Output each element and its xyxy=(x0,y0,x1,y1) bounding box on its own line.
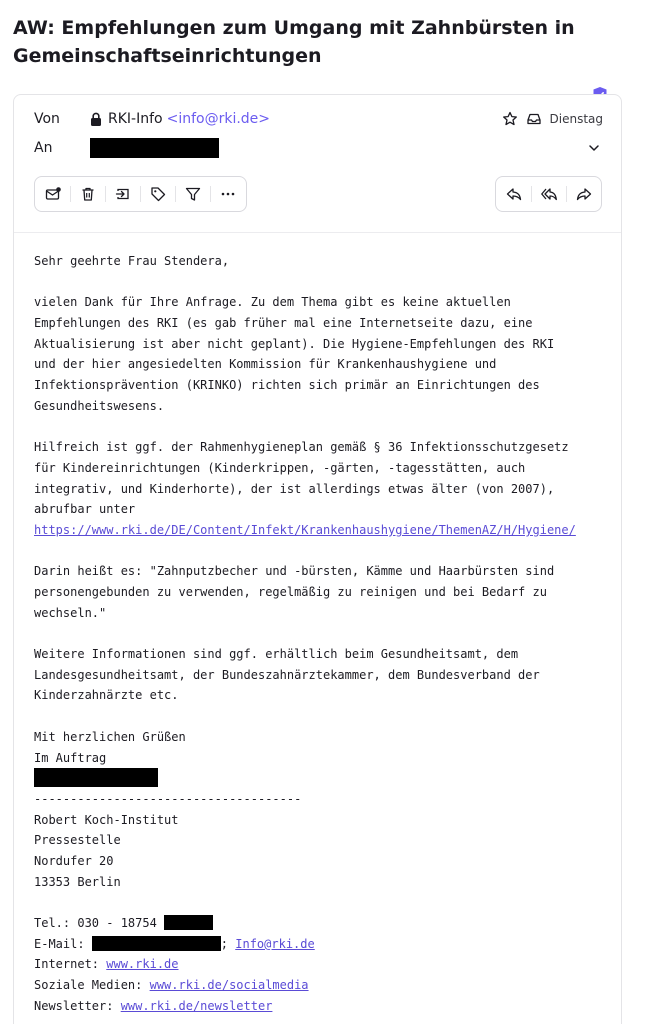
body-line: Aktualisierung ist aber nicht geplant). Die Hygiene-Empfehlungen des RKI xyxy=(34,336,555,351)
reply-toolbar xyxy=(495,176,602,212)
org-line: Nordufer 20 xyxy=(34,853,114,868)
reply-all-button[interactable] xyxy=(531,177,566,211)
message-toolbar xyxy=(34,176,247,212)
body-line: Infektionsprävention (KRINKO) richten sich primär an Einrichtungen des xyxy=(34,378,540,393)
newsletter-label: Newsletter: xyxy=(34,998,121,1013)
social-link[interactable]: www.rki.de/socialmedia xyxy=(149,978,309,993)
more-button[interactable] xyxy=(210,177,245,211)
star-icon[interactable] xyxy=(502,111,518,127)
to-row xyxy=(34,138,219,158)
body-line: vielen Dank für Ihre Anfrage. Zu dem Thema gibt es keine aktuellen xyxy=(34,295,511,310)
more-icon xyxy=(220,186,236,202)
delete-button[interactable] xyxy=(70,177,105,211)
message-date: Dienstag xyxy=(549,112,603,126)
message-body xyxy=(34,251,619,1016)
from-row xyxy=(34,111,270,127)
body-line: Empfehlungen des RKI (es gab früher mal eine Internetseite dazu, eine xyxy=(34,316,533,331)
internet-label: Internet: xyxy=(34,957,107,972)
closing: Mit herzlichen Grüßen xyxy=(34,729,186,744)
email-label: E-Mail: xyxy=(34,936,92,951)
from-label: Von xyxy=(34,111,60,127)
tel-label: Tel.: 030 - 18754 xyxy=(34,916,165,930)
phone-redacted xyxy=(164,915,213,930)
chevron-down-icon[interactable] xyxy=(587,141,601,155)
forward-button[interactable] xyxy=(566,177,601,211)
tag-button[interactable] xyxy=(140,177,175,211)
internet-link[interactable]: www.rki.de xyxy=(106,957,179,972)
email-sep: ; xyxy=(220,936,236,951)
move-icon xyxy=(115,186,131,202)
sender-name[interactable]: RKI-Info xyxy=(108,111,163,127)
body-line: Gesundheitswesens. xyxy=(34,398,165,413)
body-line: Landesgesundheitsamt, der Bundeszahnärztekammer, dem Bundesverband der xyxy=(34,667,540,682)
org-line: Pressestelle xyxy=(34,833,121,848)
lock-icon xyxy=(90,112,102,126)
tag-icon xyxy=(150,186,166,202)
to-label: An xyxy=(34,140,53,156)
social-label: Soziale Medien: xyxy=(34,978,150,993)
im-auftrag: Im Auftrag xyxy=(34,750,107,765)
org-line: Robert Koch-Institut xyxy=(34,812,179,827)
mark-unread-button[interactable] xyxy=(35,177,70,211)
header-actions xyxy=(502,111,604,127)
recipient-redacted xyxy=(90,138,219,158)
greeting: Sehr geehrte Frau Stendera, xyxy=(34,254,230,268)
sender-email[interactable]: <info@rki.de> xyxy=(166,111,271,127)
info-email-link[interactable]: Info@rki.de xyxy=(235,936,315,951)
trash-icon xyxy=(80,186,96,202)
message-card xyxy=(13,94,622,1024)
filter-icon xyxy=(185,186,201,202)
body-line: für Kindereinrichtungen (Kinderkrippen, -gärten, -tagesstätten, auch xyxy=(34,460,526,475)
body-line: Kinderzahnärzte etc. xyxy=(34,688,179,703)
hygiene-link[interactable]: https://www.rki.de/DE/Content/Infekt/Krankenhaushygiene/ThemenAZ/H/Hygiene/ xyxy=(34,522,576,537)
move-button[interactable] xyxy=(105,177,140,211)
mark-unread-icon xyxy=(45,186,61,202)
body-line: personengebunden zu verwenden, regelmäßig zu reinigen und bei Bedarf zu xyxy=(34,585,547,599)
reply-button[interactable] xyxy=(496,177,531,211)
forward-icon xyxy=(576,186,592,202)
separator: ------------------------------------- xyxy=(34,791,302,806)
body-line: Hilfreich ist ggf. der Rahmenhygieneplan gemäß § 36 Infektionsschutzgesetz xyxy=(34,440,569,455)
body-line: abrufbar unter xyxy=(34,502,136,517)
body-line: wechseln." xyxy=(34,605,107,620)
body-line: und der hier angesiedelten Kommission für Krankenhaushygiene und xyxy=(34,357,497,372)
body-line: integrativ, und Kinderhorte), der ist allerdings etwas älter (von 2007), xyxy=(34,481,555,496)
filter-button[interactable] xyxy=(175,177,210,211)
reply-all-icon xyxy=(541,186,557,202)
tray-icon xyxy=(526,111,542,127)
newsletter-link[interactable]: www.rki.de/newsletter xyxy=(120,998,273,1013)
header-divider xyxy=(14,232,621,233)
signature-redacted xyxy=(34,768,158,787)
body-line: Darin heißt es: "Zahnputzbecher und -bürsten, Kämme und Haarbürsten sind xyxy=(34,564,555,579)
body-line: Weitere Informationen sind ggf. erhältlich beim Gesundheitsamt, dem xyxy=(34,647,519,662)
org-line: 13353 Berlin xyxy=(34,874,121,889)
email-redacted xyxy=(92,936,221,951)
reply-icon xyxy=(506,186,522,202)
email-subject: AW: Empfehlungen zum Umgang mit Zahnbürsten in Gemeinschaftseinrichtungen xyxy=(13,17,575,67)
